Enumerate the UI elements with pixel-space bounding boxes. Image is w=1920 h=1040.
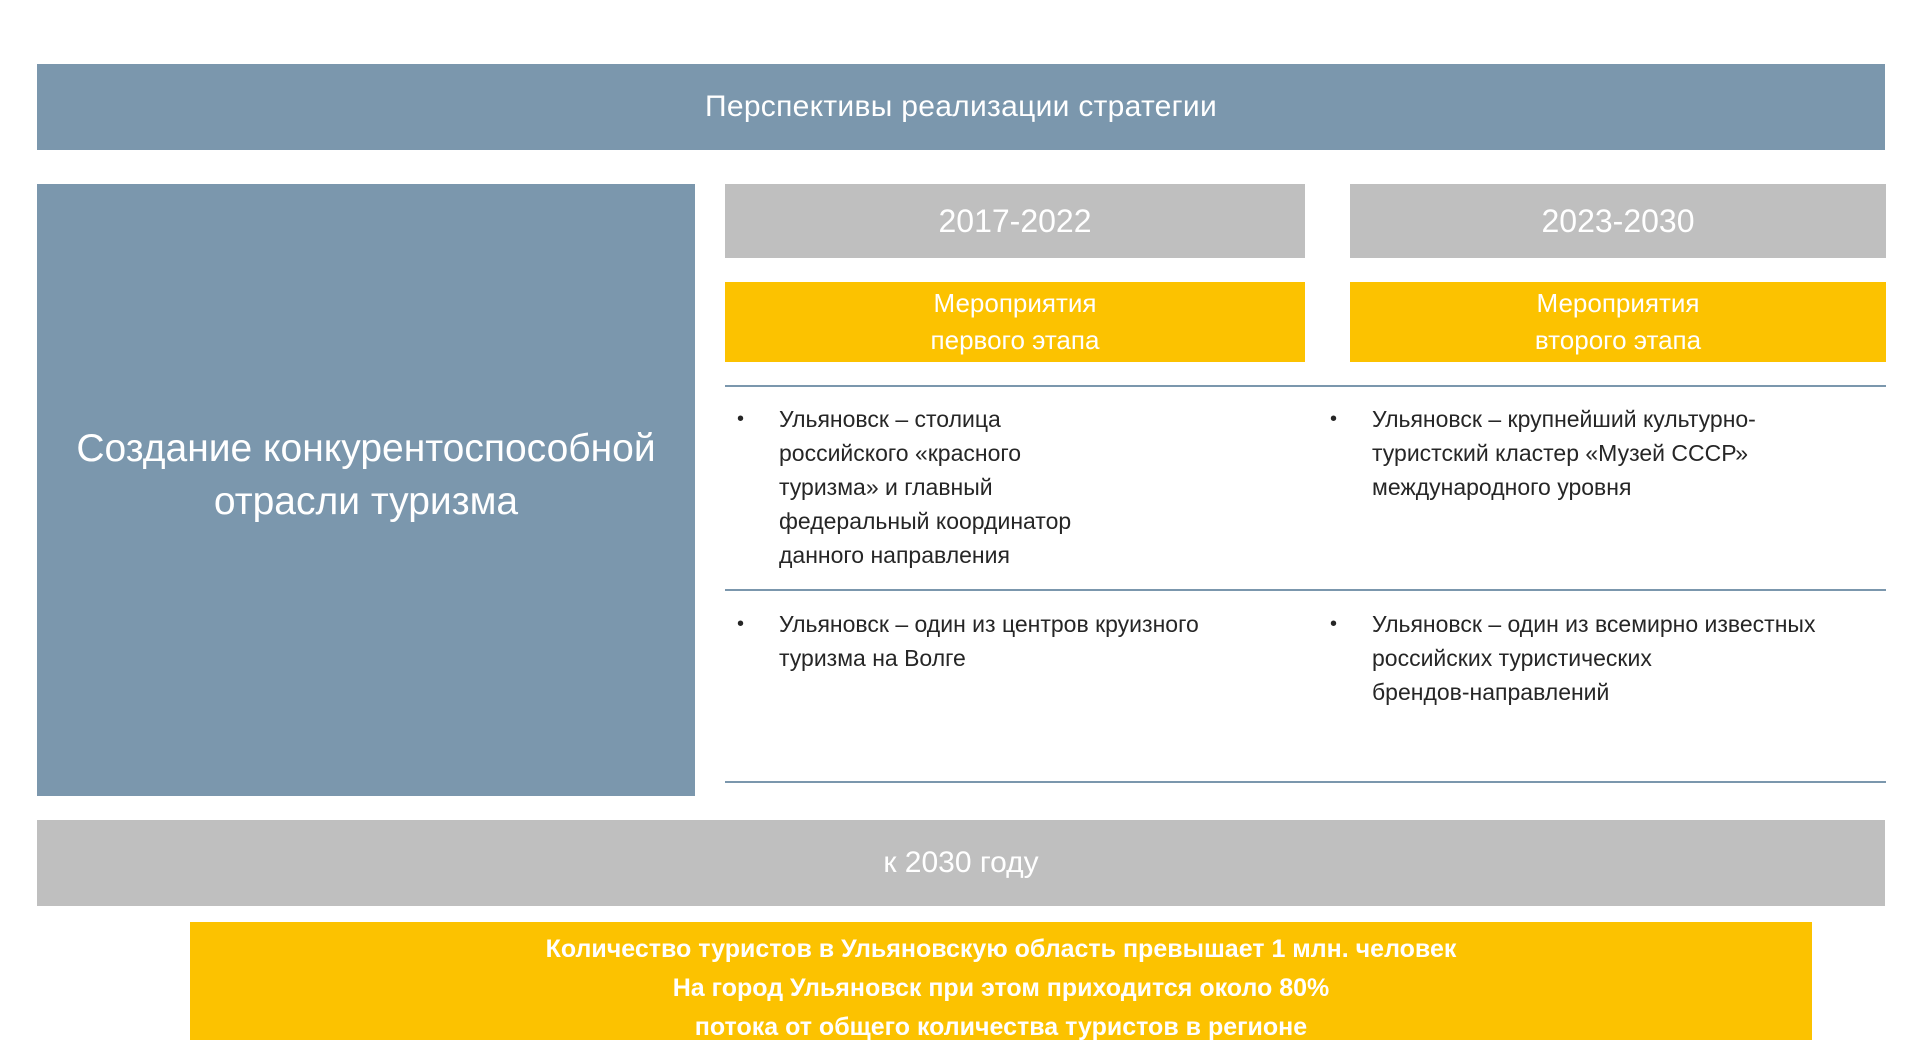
goal-text <box>56 422 676 528</box>
item-line: туризма на Волге <box>779 645 966 671</box>
list-item <box>737 607 1317 675</box>
item-line: российского «красного <box>779 440 1022 466</box>
stage-line: первого этапа <box>930 325 1100 355</box>
item-line: данного направления <box>779 542 1010 568</box>
stage-line: второго этапа <box>1534 325 1702 355</box>
item-line: Ульяновск – один из центров круизного <box>779 611 1199 637</box>
bullet-icon: • <box>737 408 745 430</box>
item-line: брендов-направлений <box>1372 679 1610 705</box>
item-line: федеральный координатор <box>779 508 1072 534</box>
target-result-box <box>190 922 1812 1040</box>
result-line: Количество туристов в Ульяновскую область превышает 1 млн. человек <box>545 935 1457 963</box>
bullet-icon: • <box>1330 408 1338 430</box>
list-item <box>737 402 1297 572</box>
goal-box <box>37 184 695 796</box>
stage-one-box <box>725 282 1305 362</box>
divider-middle <box>725 589 1886 591</box>
item-line: Ульяновск – крупнейший культурно- <box>1372 406 1756 432</box>
divider-top <box>725 385 1886 387</box>
result-line: потока от общего количества туристов в регионе <box>694 1013 1308 1040</box>
item-line: туризма» и главный <box>779 474 993 500</box>
target-year-label: к 2030 году <box>883 846 1039 879</box>
period-header-2023-2030 <box>1350 184 1886 258</box>
stage-line: Мероприятия <box>1536 288 1700 318</box>
list-item <box>1330 402 1890 504</box>
goal-line-1: Создание конкурентоспособной <box>76 427 656 470</box>
strategy-header-banner <box>37 64 1885 150</box>
item-line: российских туристических <box>1372 645 1652 671</box>
target-year-bar <box>37 820 1885 906</box>
bullet-icon: • <box>737 613 745 635</box>
list-item <box>1330 607 1905 709</box>
stage-two-box <box>1350 282 1886 362</box>
item-line: туристский кластер «Музей СССР» <box>1372 440 1749 466</box>
period-label: 2017-2022 <box>938 202 1092 239</box>
period-label: 2023-2030 <box>1541 202 1695 239</box>
bullet-icon: • <box>1330 613 1338 635</box>
item-line: Ульяновск – столица <box>779 406 1001 432</box>
stage-line: Мероприятия <box>933 288 1097 318</box>
item-line: Ульяновск – один из всемирно известных <box>1372 611 1816 637</box>
item-line: международного уровня <box>1372 474 1632 500</box>
divider-bottom <box>725 781 1886 783</box>
goal-line-2: отрасли туризма <box>213 480 519 523</box>
result-line: На город Ульяновск при этом приходится около 80% <box>672 974 1330 1002</box>
strategy-header-title: Перспективы реализации стратегии <box>704 90 1218 123</box>
period-header-2017-2022 <box>725 184 1305 258</box>
